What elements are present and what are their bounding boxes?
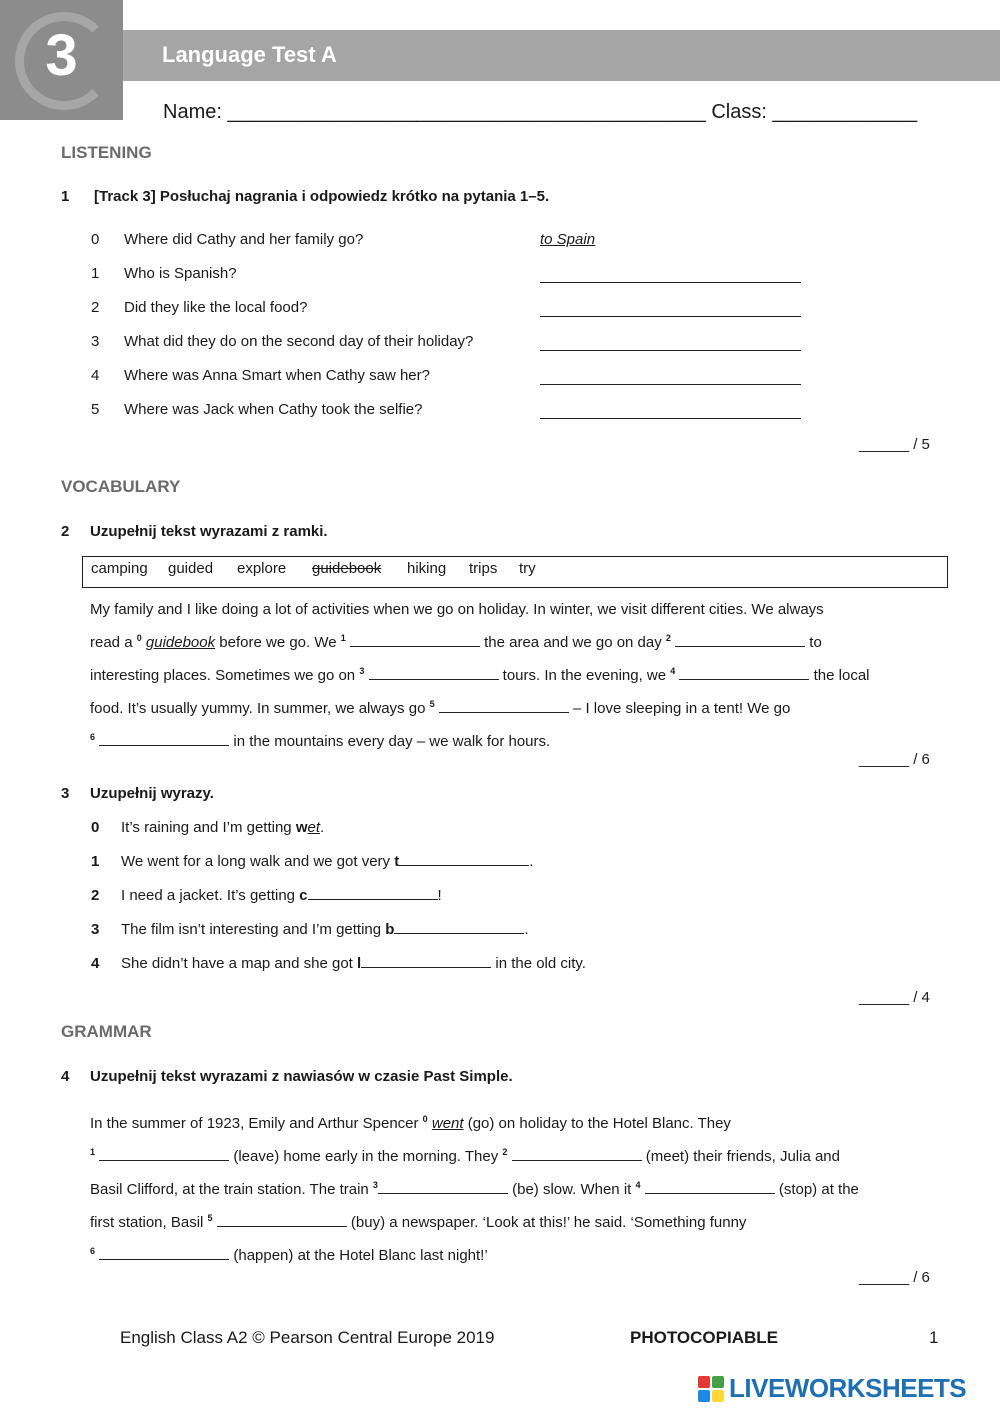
task-3-instruction: [61, 785, 214, 802]
instruction-text: Uzupełnij tekst wyrazami z nawiasów w czasie Past Simple.: [90, 1068, 513, 1085]
score-task-2: ______ / 6: [859, 751, 930, 768]
text-line: [90, 1237, 950, 1270]
item-number: 3: [91, 921, 100, 938]
unit-number: 3: [45, 23, 78, 88]
gap-field-2[interactable]: [675, 634, 805, 647]
item-number: 4: [91, 955, 100, 972]
task-number: 1: [61, 188, 70, 205]
text-segment: tours. In the evening, we: [498, 667, 671, 684]
task-number: 4: [61, 1068, 70, 1085]
question-number: 3: [91, 333, 100, 350]
text-segment: (stop) at the: [774, 1181, 859, 1198]
word-camping: camping: [91, 560, 148, 577]
answer-field-2[interactable]: [540, 316, 801, 317]
text-segment: in the mountains every day – we walk for hours.: [229, 733, 551, 750]
example-fill: et: [307, 819, 321, 836]
score-listening: ______ / 5: [859, 436, 930, 453]
example-fill: guidebook: [145, 634, 216, 651]
answer-field-5[interactable]: [540, 418, 801, 419]
item-text: .: [529, 853, 534, 870]
text-segment: read a: [90, 634, 137, 651]
vocabulary-text: [90, 595, 950, 756]
text-segment: first station, Basil: [90, 1214, 208, 1231]
task-2-instruction: [61, 523, 328, 540]
gap-number: 1: [340, 633, 346, 643]
verb-field-2[interactable]: [512, 1148, 642, 1161]
name-class-row: [163, 101, 917, 124]
text-segment: interesting places. Sometimes we go on: [90, 667, 360, 684]
text-line: [90, 1204, 950, 1237]
answer-field-1[interactable]: [540, 282, 801, 283]
gap-number: 1: [90, 1147, 96, 1157]
completion-item: [121, 955, 586, 972]
text-segment: food. It’s usually yummy. In summer, we always go: [90, 700, 430, 717]
footer-photocopiable: PHOTOCOPIABLE: [630, 1328, 778, 1347]
item-number: 2: [91, 887, 100, 904]
text-segment: (happen) at the Hotel Blanc last night!’: [229, 1247, 488, 1264]
gap-number: 0: [422, 1114, 428, 1124]
item-text: She didn’t have a map and she got: [121, 955, 358, 972]
class-field[interactable]: _____________: [772, 101, 918, 123]
task-number: 2: [61, 523, 70, 540]
instruction-text: Uzupełnij tekst wyrazami z ramki.: [90, 523, 328, 540]
gap-number: 3: [359, 666, 365, 676]
liveworksheets-logo-icon: [697, 1375, 725, 1403]
text-segment: before we go. We: [215, 634, 341, 651]
gap-number: 3: [372, 1180, 378, 1190]
item-text: in the old city.: [491, 955, 586, 972]
verb-field-6[interactable]: [99, 1247, 229, 1260]
example-fill: went: [431, 1115, 464, 1132]
word-guided: guided: [168, 560, 214, 577]
answer-field-4[interactable]: [540, 384, 801, 385]
item-text: The film isn’t interesting and I’m getting: [121, 921, 386, 938]
text-line: [90, 657, 950, 690]
gap-field-1[interactable]: [350, 634, 480, 647]
completion-item: [121, 853, 533, 870]
gap-field-6[interactable]: [99, 733, 229, 746]
liveworksheets-logo: [697, 1373, 967, 1405]
question-number: 0: [91, 231, 100, 248]
text-segment: In the summer of 1923, Emily and Arthur Spencer: [90, 1115, 423, 1132]
task-4-instruction: [61, 1068, 513, 1085]
question-text: Did they like the local food?: [124, 299, 308, 316]
text-segment: (meet) their friends, Julia and: [641, 1148, 840, 1165]
text-segment: (leave) home early in the morning. They: [229, 1148, 503, 1165]
text-segment: the local: [809, 667, 870, 684]
text-line: [90, 690, 950, 723]
answer-field-3[interactable]: [540, 350, 801, 351]
task-number: 3: [61, 785, 70, 802]
name-field[interactable]: ___________________________________________: [227, 101, 706, 123]
task-1-instruction: [61, 188, 549, 205]
completion-item: [121, 887, 442, 904]
gap-field-3[interactable]: [369, 667, 499, 680]
question-text: Where was Jack when Cathy took the selfie?: [124, 401, 423, 418]
gap-number: 4: [635, 1180, 641, 1190]
gap-number: 4: [670, 666, 676, 676]
example-answer: to Spain: [540, 231, 596, 248]
gap-number: 2: [502, 1147, 508, 1157]
text-segment: (buy) a newspaper. ‘Look at this!’ he said. ‘Something funny: [346, 1214, 747, 1231]
score-task-3: ______ / 4: [859, 989, 930, 1006]
question-number: 1: [91, 265, 100, 282]
grammar-text: [90, 1105, 950, 1270]
gap-number: 5: [207, 1213, 213, 1223]
word-hiking: hiking: [407, 560, 447, 577]
score-task-4: ______ / 6: [859, 1269, 930, 1286]
verb-field-3[interactable]: [378, 1181, 508, 1194]
word-field-4[interactable]: [361, 955, 491, 968]
word-field-3[interactable]: [394, 921, 524, 934]
item-text: I need a jacket. It’s getting: [121, 887, 300, 904]
text-line: [90, 1171, 950, 1204]
item-text: .: [320, 819, 325, 836]
instruction-text: [Track 3] Posłuchaj nagrania i odpowiedz krótko na pytania 1–5.: [94, 188, 550, 205]
section-title-vocabulary: VOCABULARY: [61, 477, 181, 496]
completion-item: [121, 819, 324, 836]
first-letter: l: [357, 955, 362, 972]
text-segment: – I love sleeping in a tent! We go: [568, 700, 791, 717]
item-text: We went for a long walk and we got very: [121, 853, 395, 870]
word-box: [82, 556, 948, 588]
question-number: 4: [91, 367, 100, 384]
text-segment: the area and we go on day: [479, 634, 666, 651]
text-segment: to: [805, 634, 822, 651]
text-segment: (be) slow. When it: [507, 1181, 636, 1198]
question-text: Who is Spanish?: [124, 265, 237, 282]
text-line: [90, 1138, 950, 1171]
gap-number: 6: [90, 1246, 96, 1256]
name-label: Name:: [163, 101, 222, 123]
section-title-grammar: GRAMMAR: [61, 1022, 152, 1041]
instruction-text: Uzupełnij wyrazy.: [90, 785, 214, 802]
word-explore: explore: [237, 560, 287, 577]
unit-badge: [0, 0, 123, 120]
word-field-2[interactable]: [308, 887, 438, 900]
question-number: 2: [91, 299, 100, 316]
gap-number: 2: [665, 633, 671, 643]
item-number: 0: [91, 819, 100, 836]
first-letter: w: [295, 819, 308, 836]
footer-copyright: English Class A2 © Pearson Central Europe 2019: [120, 1328, 495, 1347]
section-title-listening: LISTENING: [61, 143, 152, 162]
word-try: try: [519, 560, 536, 577]
item-text: !: [437, 887, 442, 904]
first-letter: c: [299, 887, 308, 904]
gap-field-5[interactable]: [439, 700, 569, 713]
text-line: [90, 624, 950, 657]
page-number: 1: [929, 1328, 939, 1347]
gap-field-4[interactable]: [679, 667, 809, 680]
item-text: It’s raining and I’m getting: [121, 819, 296, 836]
gap-number: 0: [136, 633, 142, 643]
verb-field-5[interactable]: [217, 1214, 347, 1227]
text-line: [90, 1105, 950, 1138]
completion-item: [121, 921, 529, 938]
text-line: My family and I like doing a lot of activities when we go on holiday. In winter, we visit different cities. We always: [90, 601, 824, 618]
first-letter: b: [385, 921, 395, 938]
word-trips: trips: [469, 560, 498, 577]
liveworksheets-wordmark: LIVEWORKSHEETS: [729, 1373, 967, 1403]
text-segment: Basil Clifford, at the train station. The train: [90, 1181, 373, 1198]
item-number: 1: [91, 853, 100, 870]
question-text: Where did Cathy and her family go?: [124, 231, 364, 248]
question-text: What did they do on the second day of their holiday?: [124, 333, 474, 350]
word-guidebook-used: guidebook: [312, 560, 382, 577]
verb-field-4[interactable]: [645, 1181, 775, 1194]
gap-number: 5: [429, 699, 435, 709]
word-field-1[interactable]: [399, 853, 529, 866]
question-number: 5: [91, 401, 100, 418]
text-segment: (go) on holiday to the Hotel Blanc. They: [463, 1115, 731, 1132]
first-letter: t: [394, 853, 400, 870]
question-text: Where was Anna Smart when Cathy saw her?: [124, 367, 430, 384]
item-text: .: [524, 921, 529, 938]
page-title: Language Test A: [162, 42, 337, 67]
verb-field-1[interactable]: [99, 1148, 229, 1161]
gap-number: 6: [90, 732, 96, 742]
class-label: Class:: [711, 101, 767, 123]
text-line: [90, 723, 950, 756]
